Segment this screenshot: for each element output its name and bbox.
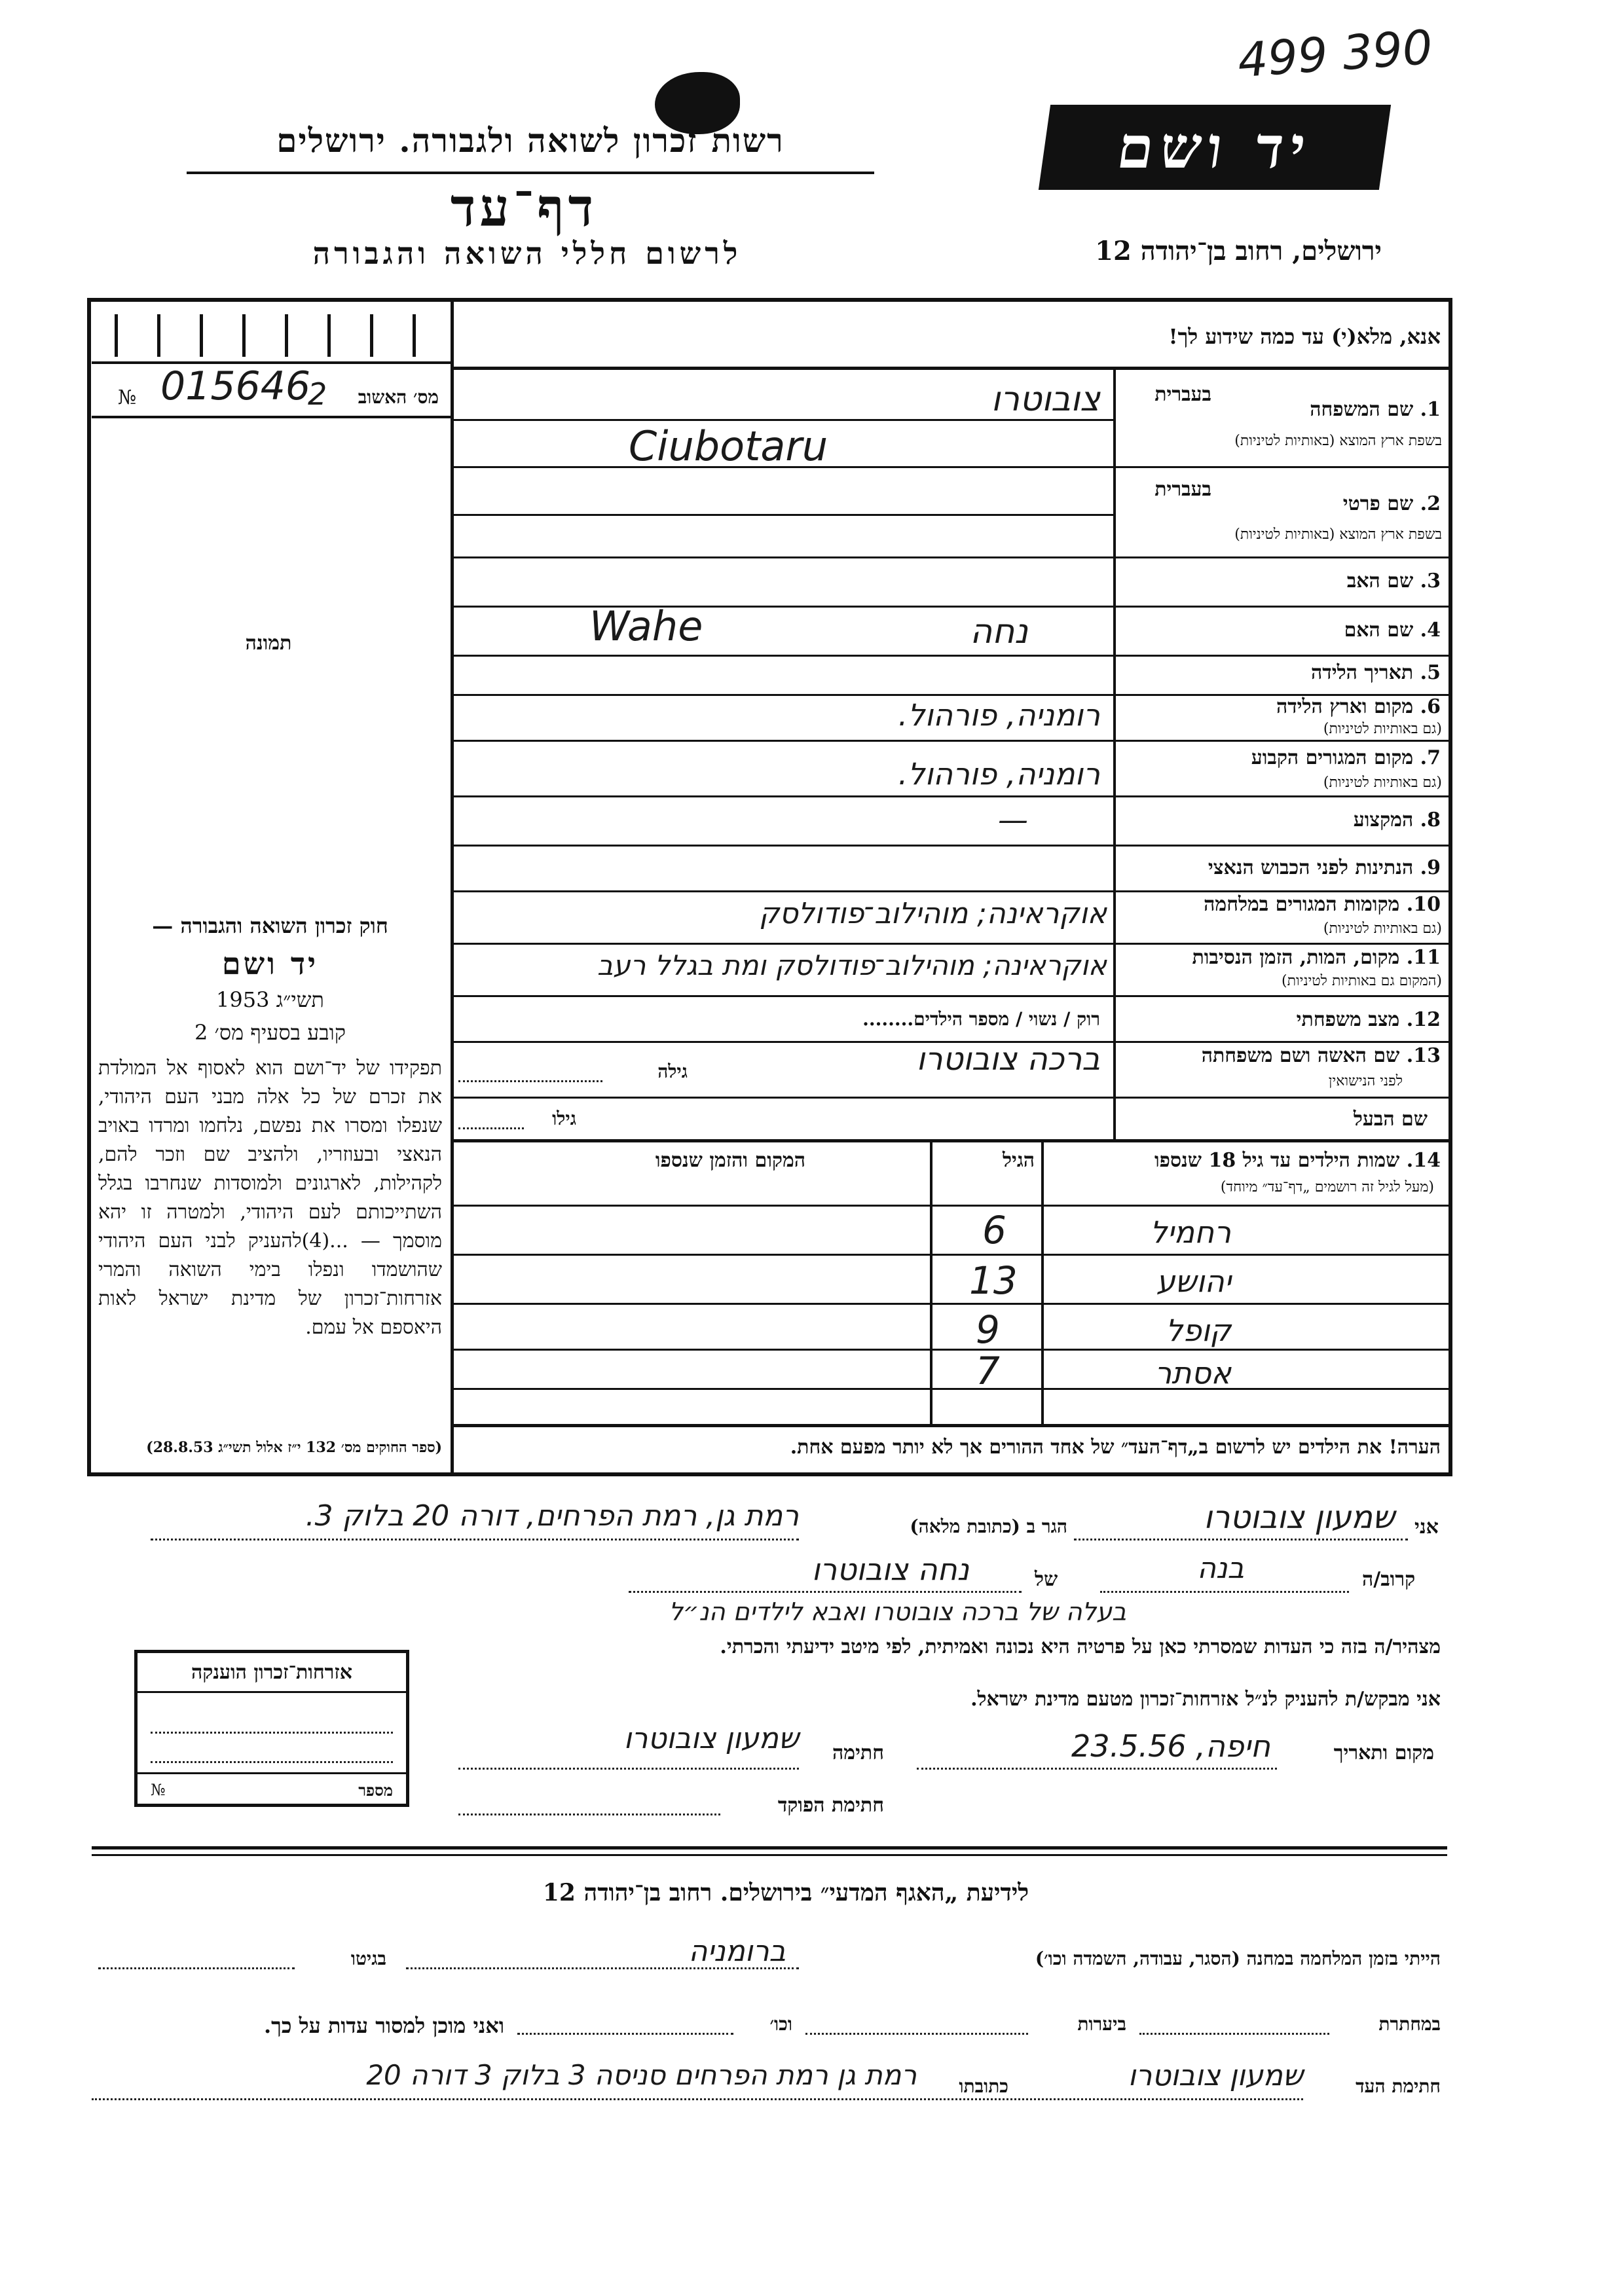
place-date-value: חיפה, 23.5.56 <box>1071 1728 1270 1764</box>
footer-line3-address: רמת גן רמת הפרחים סניסה 3 בלוק 3 דורה 20 <box>366 2059 917 2091</box>
field-8-label <box>1354 809 1441 831</box>
field-4-label <box>1344 619 1441 642</box>
field-1-hebrew-value: צובוטרו <box>991 380 1100 419</box>
file-number-suffix: 2 <box>308 376 327 412</box>
row-line <box>454 514 1113 516</box>
yad-vashem-logo <box>1039 105 1391 190</box>
field-13-text: שם האשה ושם משפחתה <box>1201 1044 1400 1067</box>
decl-relation-value: בנה <box>1197 1552 1244 1585</box>
field-7-text: מקום המגורים הקבוע <box>1251 746 1414 769</box>
labels-divider <box>1113 367 1116 1139</box>
field-1-latin-value: Ciubotaru <box>629 422 828 470</box>
children-col-divider-2 <box>1041 1142 1044 1424</box>
footer-line1-b: בגיטו <box>350 1948 386 1969</box>
decl-ani: אני <box>1414 1516 1439 1539</box>
prompt-underline <box>454 367 1452 370</box>
footer-line1-dotline <box>406 1967 799 1969</box>
decl-address: רמת גן, רמת הפרחים, דורה 20 בלוק 3. <box>305 1499 799 1533</box>
children-age-col: הגיל <box>1002 1149 1035 1172</box>
field-10-sub: (גם באותיות לטיניות) <box>1323 920 1442 937</box>
decl-of-label: של <box>1035 1568 1058 1591</box>
field-2-label <box>1343 492 1441 515</box>
footer-line3-a: חתימת העד <box>1356 2075 1441 2097</box>
row-line <box>454 655 1452 657</box>
field-4-text: שם האם <box>1344 619 1414 642</box>
row-line <box>454 740 1452 742</box>
field-7-value: רומניה, פורהול. <box>898 756 1100 792</box>
row-line <box>454 995 1452 997</box>
field-5-label <box>1311 661 1441 684</box>
field-1-num: 1. <box>1420 398 1441 421</box>
field-10-num: 10. <box>1406 893 1441 916</box>
field-11-sub: (המקום גם באותיות לטיניות) <box>1282 973 1442 989</box>
footer-line2-b: ביערות <box>1077 2013 1126 2035</box>
field-4-hebrew-value: נחה <box>970 612 1028 651</box>
field-8-num: 8. <box>1420 809 1441 831</box>
row-line <box>454 845 1452 847</box>
row-line <box>454 466 1452 468</box>
field-10-text: מקומות המגורים במלחמה <box>1204 893 1400 916</box>
law-text: תפקידו של יד־ושם הוא לאסוף אל המולדת את זכרם של כל אלה מבני העם היהודי, שנפלו ומסרו את נפשם, נלחמו ומרדו באויב הנאצי ובעוזריו, ולהציב שם וזכר להם, לקהילות, לארגונים ולמוסדות שנחרבו בגלל השתייכותם לעם היהודי, ולמטרה זו יהא מוסמך — ...(4)להעניק לבני העם היהודי שהושמדו ונפלו בימי השואה והמרי אזרחות־זכרון של מדינת ישראל לאות היאספם אל עמם. <box>98 1057 443 1339</box>
children-row-line <box>454 1254 1452 1256</box>
children-col-divider-1 <box>930 1142 932 1424</box>
child-2-age: 13 <box>969 1258 1018 1303</box>
field-12-label <box>1297 1008 1441 1031</box>
children-note: הערה! את הילדים יש לרשום ב„דף־העד״ של אחד ההורים אך לא יותר מפעם אחת. <box>790 1436 1441 1459</box>
field-11-num: 11. <box>1406 946 1441 969</box>
decl-request: אני מבקש/ת להעניק לנ״ל אזרחות־זכרון מטעם מדינת ישראל. <box>970 1688 1441 1711</box>
field-8-text: המקצוע <box>1353 809 1414 831</box>
place-date-label: מקום ותאריך <box>1333 1741 1434 1764</box>
footer-line3-name: שמעון צובוטרו <box>1128 2059 1303 2092</box>
field-11-label <box>1192 946 1441 969</box>
photo-label: תמונה <box>245 632 292 655</box>
footer-line1-value: ברומניה <box>688 1935 786 1968</box>
decl-name: שמעון צובוטרו <box>1204 1499 1395 1536</box>
row-line <box>454 795 1452 797</box>
place-date-dotline <box>917 1768 1277 1770</box>
field-11-text: מקום, המות, הזמן הנסיבות <box>1192 946 1400 969</box>
official-dotline <box>458 1813 720 1815</box>
field-3-text: שם האב <box>1346 570 1414 592</box>
field-10-label <box>1204 893 1441 916</box>
children-row-line <box>454 1349 1452 1351</box>
field-13-num: 13. <box>1406 1044 1441 1067</box>
footer-separator-2 <box>92 1854 1447 1856</box>
row-line <box>454 1097 1452 1099</box>
authority-title: רשות־זכרון לשואה ולגבורה. ירושלים <box>276 121 784 160</box>
sidebar-divider <box>451 298 454 1476</box>
footer-title: לידיעת „האגף המדעי״ בירושלים. רחוב בן־יהודה 12 <box>542 1879 1029 1906</box>
file-number-underline <box>92 416 451 418</box>
file-number-mark: № <box>118 386 137 409</box>
field-5-text: תאריך הלידה <box>1311 661 1414 684</box>
in-hebrew-label-2: בעברית <box>1154 478 1211 501</box>
field-6-value: רומניה, פורהול. <box>898 697 1100 733</box>
husband-label: שם הבעל <box>1353 1108 1428 1131</box>
field-9-text: הנתינות לפני הכבוש הנאצי <box>1208 856 1414 879</box>
file-number-label: מס׳ האשוב <box>358 386 439 408</box>
field-2-num: 2. <box>1420 492 1441 515</box>
form-title: דף־עד <box>450 177 598 238</box>
field-4-latin-value: Wahe <box>589 602 703 650</box>
children-row-line <box>454 1388 1452 1390</box>
file-number-value: 015646 <box>160 363 311 409</box>
footer-line2-a: במחתרת <box>1378 2013 1441 2035</box>
field-13-label <box>1202 1044 1441 1067</box>
footer-line2-d: ואני מוכן למסור עדות על כך. <box>263 2013 504 2038</box>
field-1-text: שם המשפחה <box>1310 398 1414 421</box>
decl-of-dotline <box>629 1591 1022 1593</box>
field-7-sub: (גם באותיות לטיניות) <box>1323 774 1442 791</box>
logo-text: יד ושם <box>1113 113 1317 181</box>
children-sub: (מעל לגיל זה רושמים „דף־עד״ מיוחד) <box>1220 1179 1434 1195</box>
official-label: חתימת הפוקד <box>777 1794 884 1817</box>
child-3-name: קופל <box>1165 1313 1231 1348</box>
field-3-num: 3. <box>1420 570 1441 592</box>
children-header: 14. שמות הילדים עד גיל 18 שנספו <box>1154 1149 1441 1172</box>
field-10-value: אוקראינה; מוהילוב־פודולסק <box>759 897 1107 930</box>
child-3-age: 9 <box>976 1307 1000 1352</box>
form-prompt: אנא, מלא(י) עד כמה שידוע לך! <box>1168 324 1441 349</box>
footer-separator-1 <box>92 1846 1447 1850</box>
child-4-age: 7 <box>976 1349 1000 1393</box>
decl-address-dotline <box>151 1539 799 1540</box>
field-6-num: 6. <box>1420 695 1441 718</box>
decl-relation-dotline <box>1100 1591 1349 1593</box>
citizenship-box <box>134 1650 409 1807</box>
field-13-age-label: גילה <box>657 1061 688 1082</box>
children-row-line <box>454 1303 1452 1305</box>
decl-residing: הגר ב (כתובת מלאה) <box>910 1516 1067 1537</box>
row-line <box>454 419 1113 421</box>
law-name: יד ושם <box>221 946 319 981</box>
law-year: תשי״ג 1953 <box>216 987 324 1012</box>
footer-line2-dotline-3 <box>517 2033 733 2035</box>
decl-relation-label: קרוב/ה <box>1362 1568 1416 1591</box>
row-line <box>454 890 1452 892</box>
archive-number: 499 390 <box>1236 19 1435 88</box>
field-12-value: רוק / נשוי / מספר הילדים........ <box>862 1008 1100 1030</box>
field-12-num: 12. <box>1406 1008 1441 1031</box>
footer-line2-c: וכו׳ <box>769 2013 792 2035</box>
husband-age-label: גילו <box>552 1108 576 1129</box>
field-1-label <box>1310 398 1441 421</box>
footer-line3-b: כתובתו <box>959 2075 1008 2097</box>
child-4-name: אסתר <box>1154 1355 1231 1391</box>
field-3-label <box>1347 570 1441 592</box>
footer-line1-a: הייתי בזמן המלחמה במחנה (הסגר, עבודה, השמדה וכו׳) <box>1035 1948 1441 1969</box>
field-6-text: מקום וארץ הלידה <box>1276 695 1414 718</box>
field-6-sub: (גם באותיות לטיניות) <box>1323 721 1442 737</box>
field-11-value: אוקראינה; מוהילוב־פודולסק ומת בגלל רעב <box>597 949 1107 981</box>
decl-statement: מצהיר/ה בזה כי העדות שמסרתי כאן על פרטיה היא נכונה ואמיתית, לפי מיטב ידיעתי והכרתי. <box>720 1635 1441 1658</box>
footer-line3-dotline <box>92 2098 1303 2100</box>
authority-underline <box>187 172 874 174</box>
field-4-num: 4. <box>1420 619 1441 642</box>
field-7-label <box>1251 746 1441 769</box>
row-line <box>454 1139 1452 1142</box>
children-place-col: המקום והזמן שנספו <box>655 1149 805 1172</box>
field-13-value: ברכה צובוטרו <box>916 1041 1100 1078</box>
wife-age-dotline <box>458 1080 602 1082</box>
child-1-age: 6 <box>982 1208 1006 1252</box>
row-line <box>454 943 1452 945</box>
field-9-num: 9. <box>1420 856 1441 879</box>
child-1-name: רחמיל <box>1150 1214 1231 1250</box>
decl-of-value: נחה צובוטרו <box>811 1552 969 1587</box>
citizenship-box-number: מספר <box>358 1781 393 1800</box>
field-7-num: 7. <box>1420 746 1441 769</box>
field-12-text: מצב משפחתי <box>1296 1008 1400 1031</box>
footer-line2-dotline-2 <box>805 2033 1028 2035</box>
field-2-text: שם פרטי <box>1342 492 1414 515</box>
law-section: קובע בסעיף מס׳ 2 <box>194 1020 346 1045</box>
law-title: חוק זכרון השואה והגבורה — <box>152 913 388 938</box>
tick-boxes <box>92 308 449 360</box>
signature-value: שמעון צובוטרו <box>623 1722 799 1755</box>
law-reference: (ספר החוקים מס׳ 132 י״ז אלול תשי״ג 28.8.53) <box>146 1439 442 1456</box>
children-row-line <box>454 1205 1452 1207</box>
signature-label: חתימה <box>832 1741 884 1764</box>
field-13-sub: לפני הנישואין <box>1328 1073 1403 1089</box>
decl-name-dotline <box>1074 1539 1408 1540</box>
field-1-sub: בשפת ארץ המוצא (באותיות לטיניות) <box>1234 433 1442 449</box>
citizenship-box-mark: № <box>151 1781 166 1799</box>
child-2-name: יהושע <box>1156 1264 1231 1299</box>
decl-relation-note: בעלה של ברכה צובוטרו ואבא לילדים הנ״ל <box>669 1597 1126 1626</box>
husband-age-dotline <box>458 1127 524 1129</box>
in-hebrew-label-1: בעברית <box>1154 383 1211 406</box>
footer-line1-end-dotline <box>98 1967 295 1969</box>
signature-dotline <box>458 1768 799 1770</box>
field-2-sub: בשפת ארץ המוצא (באותיות לטיניות) <box>1234 526 1442 543</box>
field-8-value: — <box>998 802 1028 837</box>
field-9-label <box>1208 856 1441 879</box>
header-address: ירושלים, רחוב בן־יהודה 12 <box>1095 236 1382 266</box>
citizenship-box-title: אזרחות־זכרון הוענקה <box>191 1661 353 1684</box>
field-6-label <box>1276 695 1441 718</box>
children-bottom-line <box>454 1424 1452 1427</box>
form-subtitle: לרשום חללי השואה והגבורה <box>312 236 742 271</box>
field-5-num: 5. <box>1420 661 1441 684</box>
row-line <box>454 556 1452 558</box>
footer-line2-dotline-1 <box>1139 2033 1329 2035</box>
